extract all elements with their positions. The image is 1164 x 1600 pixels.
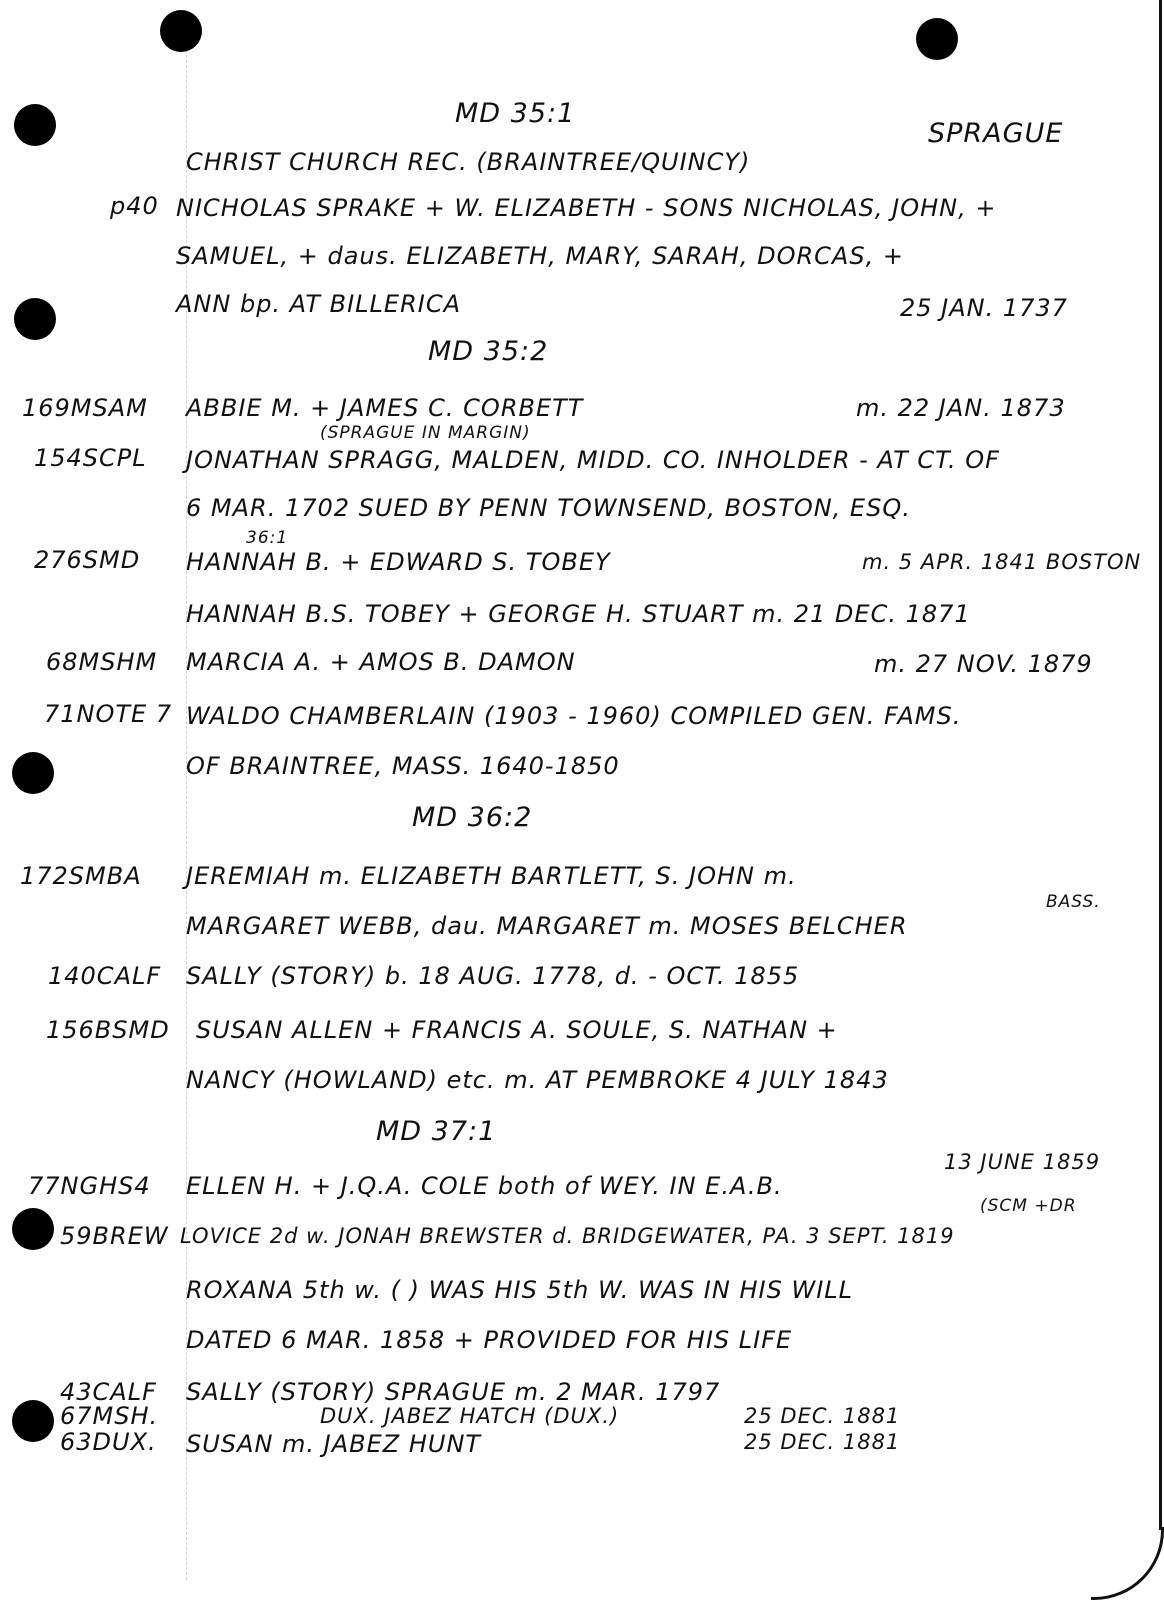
entry-date: m. 5 APR. 1841 BOSTON: [862, 550, 1142, 574]
punch-hole: [12, 752, 54, 794]
entry-line: SUSAN m. JABEZ HUNT: [186, 1430, 482, 1458]
margin-note: (SPRAGUE IN MARGIN): [320, 423, 531, 443]
entry-date: 25 DEC. 1881: [744, 1430, 901, 1454]
entry-date: 13 JUNE 1859: [944, 1150, 1101, 1174]
punch-hole: [12, 1400, 54, 1442]
entry-ref: 154SCPL: [34, 444, 147, 472]
entry-line: HANNAH B. + EDWARD S. TOBEY: [186, 548, 611, 576]
punch-hole: [12, 1208, 54, 1250]
entry-line: DUX. JABEZ HATCH (DUX.): [320, 1404, 620, 1428]
entry-line: SALLY (STORY) SPRAGUE m. 2 MAR. 1797: [186, 1378, 721, 1406]
entry-date: m. 22 JAN. 1873: [856, 394, 1066, 422]
entry-line: OF BRAINTREE, MASS. 1640-1850: [186, 752, 620, 780]
entry-ref: 140CALF: [48, 962, 162, 990]
entry-line: DATED 6 MAR. 1858 + PROVIDED FOR HIS LIFE: [186, 1326, 793, 1354]
entry-ref: 276SMD: [34, 546, 141, 574]
entry-line: 6 MAR. 1702 SUED BY PENN TOWNSEND, BOSTON, ESQ.: [186, 494, 911, 522]
section-header: MD 36:2: [412, 802, 533, 833]
entry-line: LOVICE 2d w. JONAH BREWSTER d. BRIDGEWATER, PA. 3 SEPT. 1819: [180, 1224, 955, 1248]
entry-line: MARCIA A. + AMOS B. DAMON: [186, 648, 576, 676]
entry-ref: 71NOTE 7: [44, 700, 173, 728]
entry-line: JONATHAN SPRAGG, MALDEN, MIDD. CO. INHOLDER - AT CT. OF: [186, 446, 1000, 474]
entry-ref: 43CALF: [60, 1378, 157, 1406]
surname-heading: SPRAGUE: [928, 118, 1064, 149]
entry-ref: 172SMBA: [20, 862, 142, 890]
entry-ref: 63DUX.: [60, 1428, 157, 1456]
entry-ref: 59BREW: [60, 1222, 169, 1250]
margin-note: (SCM +DR: [980, 1196, 1077, 1216]
entry-ref: 67MSH.: [60, 1402, 159, 1430]
entry-line: ELLEN H. + J.Q.A. COLE both of WEY. IN E.A.B.: [186, 1172, 783, 1200]
entry-line: WALDO CHAMBERLAIN (1903 - 1960) COMPILED GEN. FAMS.: [186, 702, 962, 730]
section-header: MD 35:1: [455, 98, 576, 129]
punch-hole: [160, 10, 202, 52]
page-edge: [1159, 0, 1162, 1530]
entry-line: NANCY (HOWLAND) etc. m. AT PEMBROKE 4 JULY 1843: [186, 1066, 889, 1094]
entry-line: HANNAH B.S. TOBEY + GEORGE H. STUART m. 21 DEC. 1871: [186, 600, 971, 628]
entry-date: 25 DEC. 1881: [744, 1404, 901, 1428]
entry-line: SUSAN ALLEN + FRANCIS A. SOULE, S. NATHAN +: [196, 1016, 838, 1044]
entry-line: SAMUEL, + daus. ELIZABETH, MARY, SARAH, DORCAS, +: [176, 242, 904, 270]
entry-line: ROXANA 5th w. ( ) WAS HIS 5th W. WAS IN HIS WILL: [186, 1276, 854, 1304]
margin-note: BASS.: [1046, 892, 1101, 912]
entry-ref: 77NGHS4: [28, 1172, 151, 1200]
punch-hole: [14, 298, 56, 340]
punch-hole: [14, 104, 56, 146]
entry-date: 25 JAN. 1737: [900, 294, 1068, 322]
source-line: CHRIST CHURCH REC. (BRAINTREE/QUINCY): [186, 148, 751, 176]
section-header: MD 37:1: [376, 1116, 497, 1147]
entry-ref: p40: [110, 192, 159, 220]
section-header: MD 35:2: [428, 336, 549, 367]
punch-hole: [916, 18, 958, 60]
margin-note: 36:1: [246, 528, 289, 548]
entry-line: SALLY (STORY) b. 18 AUG. 1778, d. - OCT. 1855: [186, 962, 800, 990]
entry-line: ANN bp. AT BILLERICA: [176, 290, 462, 318]
entry-line: MARGARET WEBB, dau. MARGARET m. MOSES BELCHER: [186, 912, 908, 940]
entry-line: NICHOLAS SPRAKE + W. ELIZABETH - SONS NICHOLAS, JOHN, +: [176, 194, 997, 222]
entry-line: JEREMIAH m. ELIZABETH BARTLETT, S. JOHN m.: [186, 862, 797, 890]
entry-ref: 169MSAM: [22, 394, 148, 422]
page-corner: [1091, 1527, 1164, 1600]
entry-ref: 68MSHM: [46, 648, 158, 676]
entry-ref: 156BSMD: [46, 1016, 170, 1044]
entry-line: ABBIE M. + JAMES C. CORBETT: [186, 394, 584, 422]
entry-date: m. 27 NOV. 1879: [874, 650, 1093, 678]
